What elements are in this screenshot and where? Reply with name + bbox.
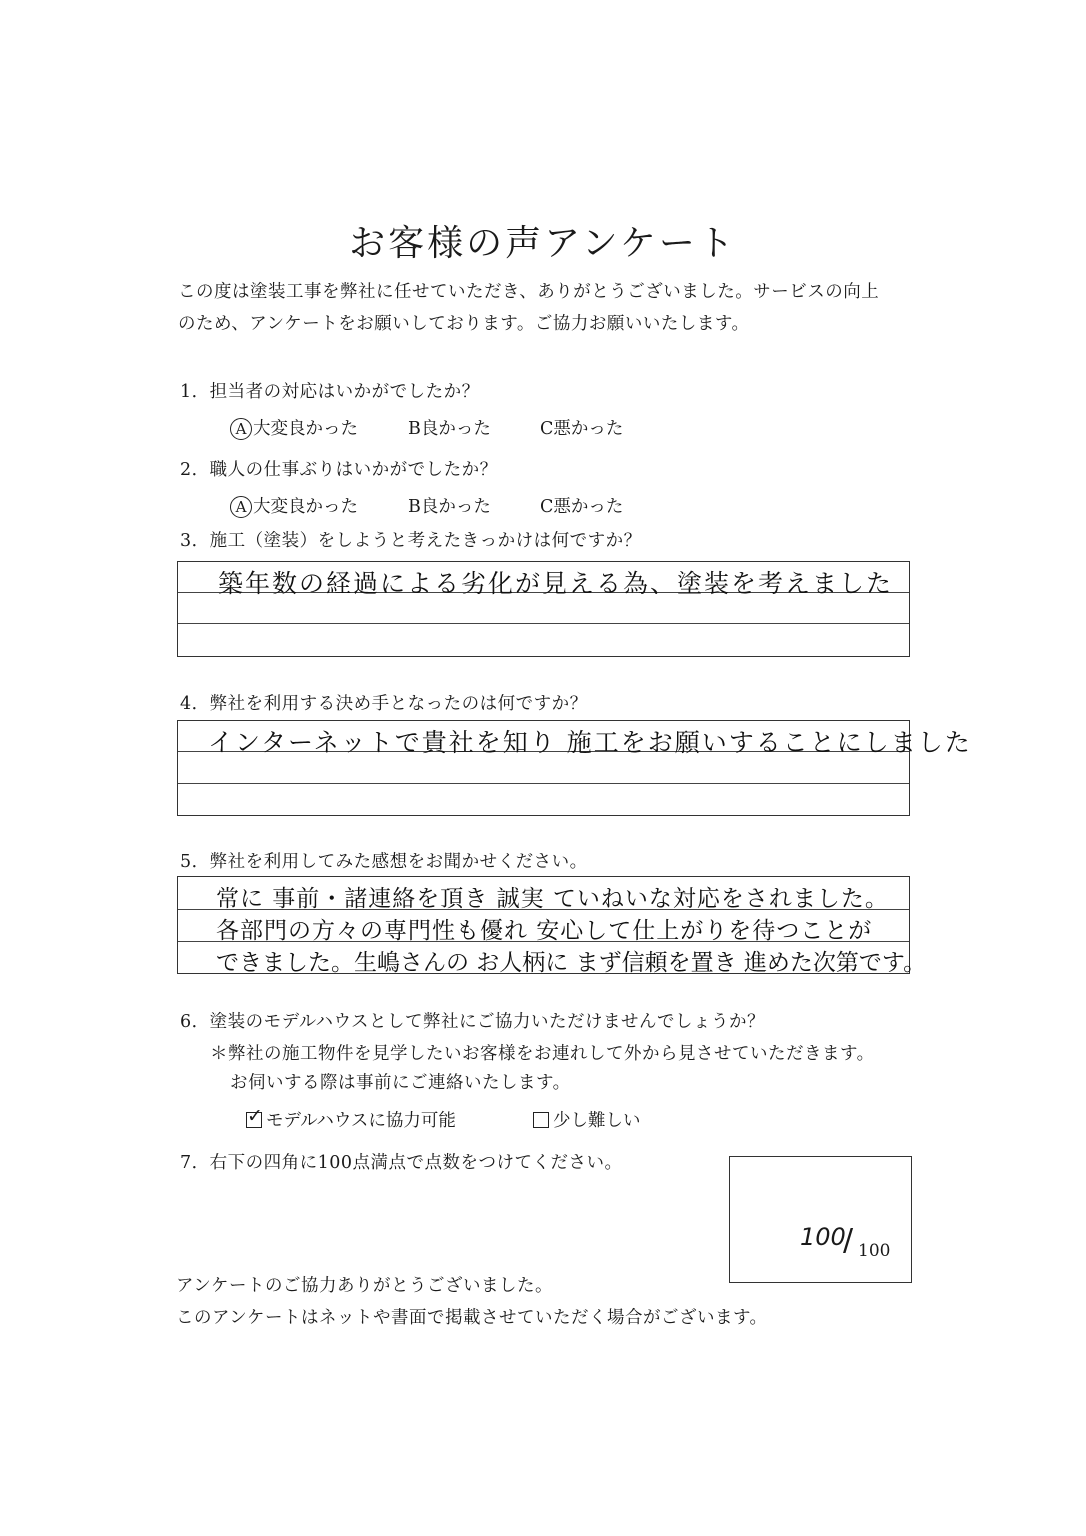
model-house-yes-label: モデルハウスに協力可能 xyxy=(266,1111,456,1131)
answer-line-3: できました。生嶋さんの お人柄に まず信頼を置き 進めた次第です。 xyxy=(216,950,927,976)
answer-line-divider xyxy=(178,783,909,784)
question-2-option-a[interactable] xyxy=(230,493,358,518)
question-1-option-a[interactable] xyxy=(230,415,358,440)
footer-notice: このアンケートはネットや書面で掲載させていただく場合がございます。 xyxy=(176,1308,768,1328)
question-6-label: 6．塗装のモデルハウスとして弊社にご協力いただけませんでしょうか？ xyxy=(180,1012,766,1032)
intro-line-1: この度は塗装工事を弊社に任せていただき、ありがとうございました。サービスの向上 xyxy=(178,282,880,302)
page-title: お客様の声アンケート xyxy=(349,223,737,264)
model-house-yes-option[interactable] xyxy=(246,1107,456,1132)
answer-line-1: 築年数の経過による劣化が見える為、塗装を考えました xyxy=(218,569,894,598)
question-3-answer-box[interactable] xyxy=(177,561,910,657)
score-max: 100 xyxy=(858,1241,891,1261)
question-2-option-b[interactable]: B良かった xyxy=(408,497,491,517)
answer-line-divider xyxy=(178,623,909,624)
question-1-label: 1．担当者の対応はいかがでしたか？ xyxy=(180,382,480,402)
intro-line-2: のため、アンケートをお願いしております。ご協力お願いいたします。 xyxy=(178,314,750,334)
model-house-no-option[interactable] xyxy=(533,1107,641,1132)
question-2-label: 2．職人の仕事ぶりはいかがでしたか？ xyxy=(180,460,498,480)
score-value: 100 xyxy=(800,1223,846,1251)
question-7-label: 7．右下の四角に100点満点で点数をつけてください。 xyxy=(180,1153,623,1173)
score-slash: / xyxy=(843,1223,854,1258)
question-6-note-1: ＊弊社の施工物件を見学したいお客様をお連れして外から見させていただきます。 xyxy=(210,1044,875,1064)
checkbox-empty-icon[interactable] xyxy=(533,1112,549,1128)
selected-circle-mark: A xyxy=(230,496,252,518)
checkbox-checked-icon[interactable] xyxy=(246,1112,262,1128)
model-house-no-label: 少し難しい xyxy=(553,1111,641,1131)
question-2-option-c[interactable]: C悪かった xyxy=(540,497,624,517)
question-1-option-c[interactable]: C悪かった xyxy=(540,419,624,439)
answer-line-2: 各部門の方々の専門性も優れ 安心して仕上がりを待つことが xyxy=(216,918,873,944)
answer-line-1: 常に 事前・諸連絡を頂き 誠実 ていねいな対応をされました。 xyxy=(216,886,889,912)
selected-circle-mark: A xyxy=(230,418,252,440)
score-box[interactable] xyxy=(729,1156,912,1283)
option-a-label: 大変良かった xyxy=(253,419,358,439)
question-6-note-2: お伺いする際は事前にご連絡いたします。 xyxy=(230,1073,571,1093)
question-5-label: 5．弊社を利用してみた感想をお聞かせください。 xyxy=(180,852,588,872)
answer-line-1: インターネットで貴社を知り 施工をお願いすることにしました xyxy=(208,728,972,757)
question-3-label: 3．施工（塗装）をしようと考えたきっかけは何ですか？ xyxy=(180,531,642,551)
question-4-label: 4．弊社を利用する決め手となったのは何ですか？ xyxy=(180,694,588,714)
question-4-answer-box[interactable] xyxy=(177,720,972,816)
footer-thanks: アンケートのご協力ありがとうございました。 xyxy=(176,1276,553,1296)
question-1-option-b[interactable]: B良かった xyxy=(408,419,491,439)
option-a-label: 大変良かった xyxy=(253,497,358,517)
question-5-answer-box[interactable] xyxy=(177,876,927,976)
